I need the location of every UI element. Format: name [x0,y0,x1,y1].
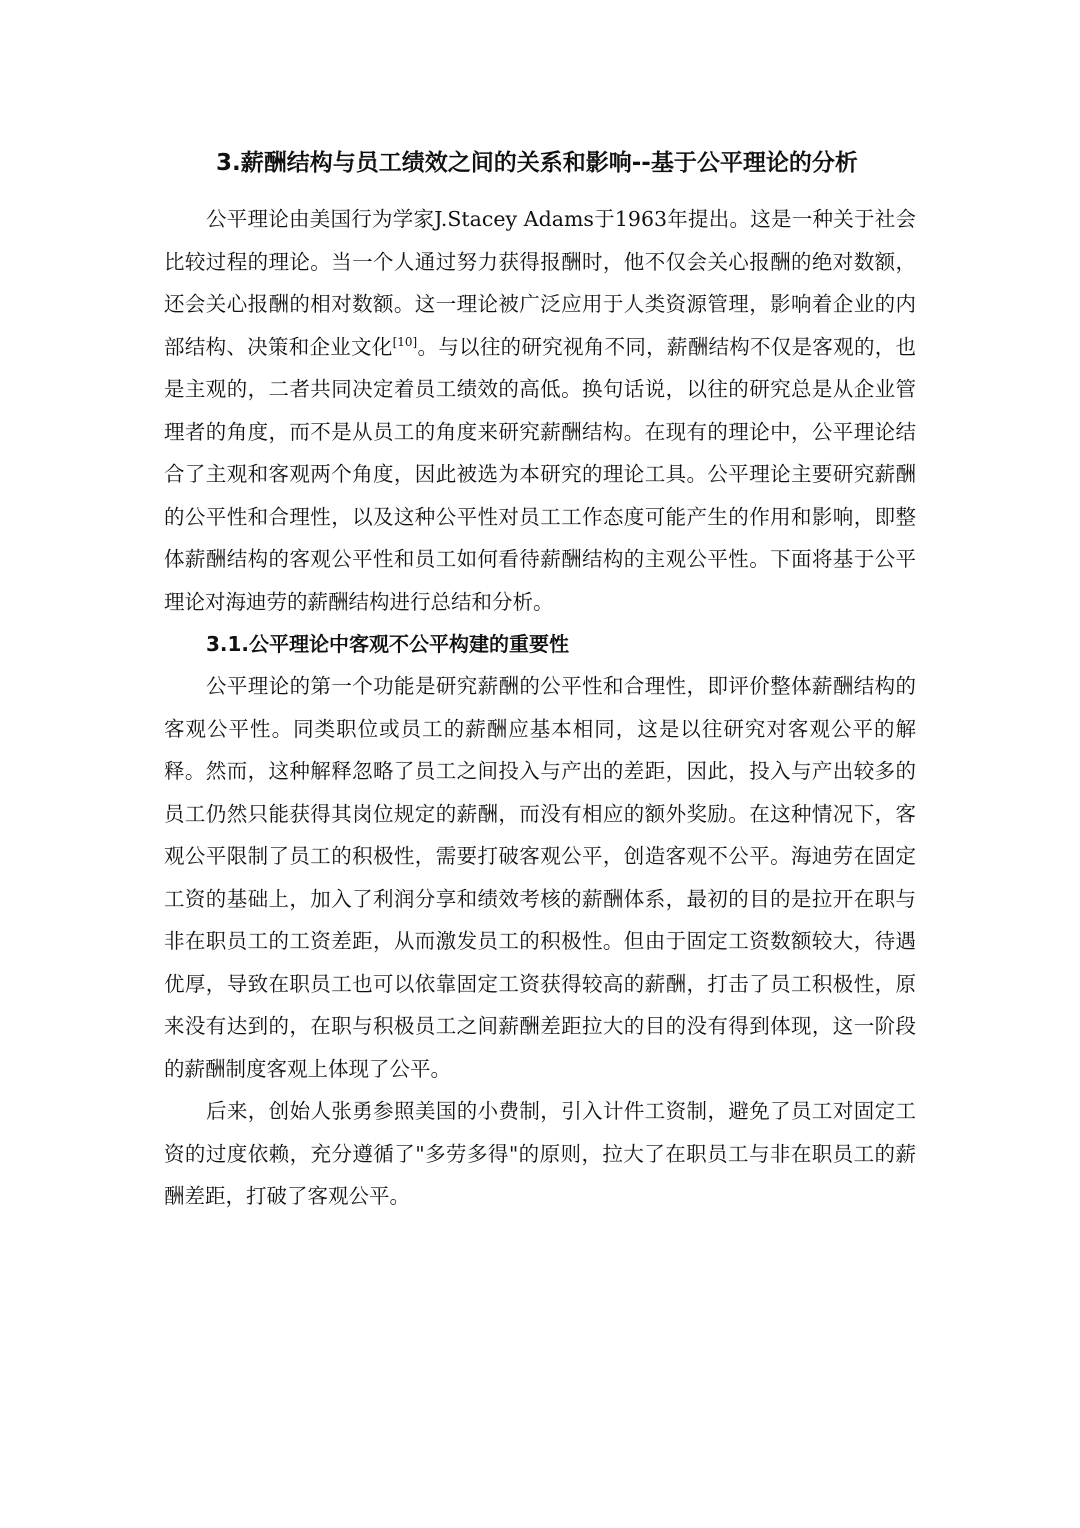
citation-reference: [10] [392,334,418,349]
subsection-paragraph-1: 公平理论的第一个功能是研究薪酬的公平性和合理性，即评价整体薪酬结构的客观公平性。同类职位或员工的薪酬应基本相同，这是以往研究对客观公平的解释。然而，这种解释忽略了员工之间投入与产出的差距，因此，投入与产出较多的员工仍然只能获得其岗位规定的薪酬，而没有相应的额外奖励。在这种情况下，客观公平限制了员工的积极性，需要打破客观公平，创造客观不公平。海迪劳在固定工资的基础上，加入了利润分享和绩效考核的薪酬体系，最初的目的是拉开在职与非在职员工的工资差距，从而激发员工的积极性。但由于固定工资数额较大，待遇优厚，导致在职员工也可以依靠固定工资获得较高的薪酬，打击了员工积极性，原来没有达到的，在职与积极员工之间薪酬差距拉大的目的没有得到体现，这一阶段的薪酬制度客观上体现了公平。 [164,674,916,1081]
subsection-heading: 3.1.公平理论中客观不公平构建的重要性 [206,632,570,656]
paragraph-text: 公平理论由美国行为学家J.Stacey Adams于1963年提出。这是一种关于社会比较过程的理论。当一个人通过努力获得报酬时，他不仅会关心报酬的绝对数额，还会关心报酬的相对数额。这一理论被广泛应用于人类资源管理，影响着企业的内部结构、决策和企业文化 [164,207,916,359]
document-body [164,138,916,1218]
subsection-paragraph-2: 后来，创始人张勇参照美国的小费制，引入计件工资制，避免了员工对固定工资的过度依赖，充分遵循了"多劳多得"的原则，拉大了在职员工与非在职员工的薪酬差距，打破了客观公平。 [164,1099,916,1208]
section-paragraph-intro [164,198,916,623]
paragraph-text-continued: 。与以往的研究视角不同，薪酬结构不仅是客观的，也是主观的，二者共同决定着员工绩效的高低。换句话说，以往的研究总是从企业管理者的角度，而不是从员工的角度来研究薪酬结构。在现有的理论中，公平理论结合了主观和客观两个角度，因此被选为本研究的理论工具。公平理论主要研究薪酬的公平性和合理性，以及这种公平性对员工工作态度可能产生的作用和影响，即整体薪酬结构的客观公平性和员工如何看待薪酬结构的主观公平性。下面将基于公平理论对海迪劳的薪酬结构进行总结和分析。 [164,334,917,614]
section-heading: 3.薪酬结构与员工绩效之间的关系和影响--基于公平理论的分析 [216,150,858,176]
